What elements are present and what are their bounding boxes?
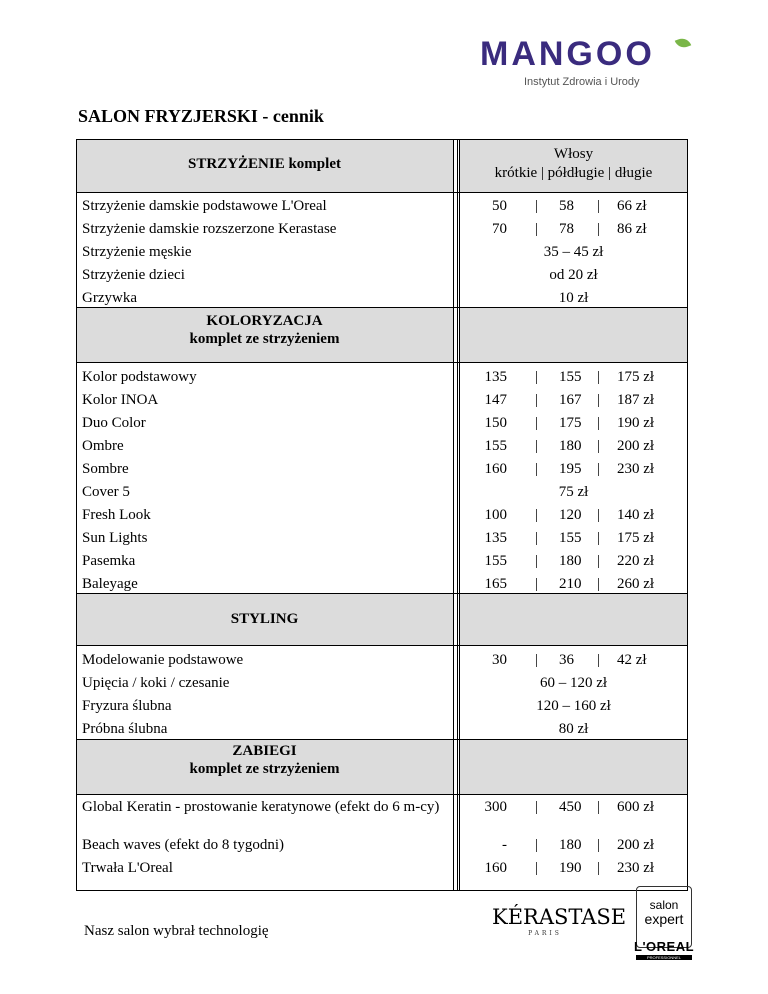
price-range: 120 – 160 zł <box>536 698 611 714</box>
price-separator: | <box>597 837 601 853</box>
price-medium: 155 <box>559 369 582 385</box>
price-long: 600 zł <box>617 799 655 815</box>
price-range: 80 zł <box>558 721 589 737</box>
service-name: Grzywka <box>82 290 137 306</box>
salon-word: salon <box>649 898 679 912</box>
price-short: - <box>502 837 507 853</box>
service-price <box>459 798 688 816</box>
price-separator: | <box>535 530 539 546</box>
price-table <box>76 139 688 891</box>
price-long: 220 zł <box>617 553 655 569</box>
price-medium: 450 <box>559 799 582 815</box>
service-name: Próbna ślubna <box>82 721 168 737</box>
price-separator: | <box>597 198 601 214</box>
price-range: 35 – 45 zł <box>543 244 604 260</box>
footer-note: Nasz salon wybrał technologię <box>84 923 269 939</box>
kerastase-logo <box>492 904 627 938</box>
price-long: 86 zł <box>617 221 647 237</box>
service-name: Sombre <box>82 461 129 477</box>
price-medium: 180 <box>559 837 582 853</box>
logo-word: MANGOO <box>480 35 655 73</box>
price-long: 230 zł <box>617 860 655 876</box>
zabiegi-bg-right <box>459 739 688 794</box>
price-medium: 210 <box>559 576 582 592</box>
price-range: 75 zł <box>558 484 589 500</box>
service-price <box>459 437 688 455</box>
price-medium: 180 <box>559 553 582 569</box>
service-name: Pasemka <box>82 553 136 569</box>
price-separator: | <box>597 553 601 569</box>
service-name: Ombre <box>82 438 124 454</box>
price-long: 175 zł <box>617 369 655 385</box>
hair-label: Włosy <box>553 146 594 162</box>
price-separator: | <box>597 221 601 237</box>
service-price <box>459 460 688 478</box>
service-name: Sun Lights <box>82 530 148 546</box>
mangoo-logo <box>480 34 692 94</box>
service-name: Strzyżenie damskie podstawowe L'Oreal <box>82 198 327 214</box>
price-medium: 58 <box>559 198 574 214</box>
service-price <box>459 243 688 261</box>
price-short: 100 <box>484 507 507 523</box>
price-medium: 195 <box>559 461 582 477</box>
page-title: SALON FRYZJERSKI - cennik <box>78 106 324 126</box>
price-separator: | <box>597 392 601 408</box>
service-price <box>459 674 688 692</box>
price-long: 190 zł <box>617 415 655 431</box>
price-long: 260 zł <box>617 576 655 592</box>
price-separator: | <box>535 799 539 815</box>
service-name: Fresh Look <box>82 507 151 523</box>
service-name: Fryzura ślubna <box>82 698 172 714</box>
section-subtitle-koloryzacja: komplet ze strzyżeniem <box>189 331 340 347</box>
service-price <box>459 529 688 547</box>
service-price <box>459 836 688 854</box>
service-name: Baleyage <box>82 576 138 592</box>
price-separator: | <box>597 576 601 592</box>
price-short: 300 <box>484 799 507 815</box>
price-medium: 180 <box>559 438 582 454</box>
hair-lengths-label: krótkie | półdługie | długie <box>494 165 653 181</box>
price-long: 140 zł <box>617 507 655 523</box>
service-name: Strzyżenie damskie rozszerzone Kerastase <box>82 221 337 237</box>
price-separator: | <box>535 369 539 385</box>
section-title-strzyzenie: STRZYŻENIE komplet <box>188 156 341 172</box>
price-separator: | <box>535 576 539 592</box>
price-short: 50 <box>492 198 507 214</box>
price-separator: | <box>597 415 601 431</box>
service-price <box>459 506 688 524</box>
price-short: 155 <box>484 553 507 569</box>
price-separator: | <box>535 553 539 569</box>
price-separator: | <box>535 860 539 876</box>
price-separator: | <box>535 461 539 477</box>
price-short: 160 <box>484 461 507 477</box>
price-long: 200 zł <box>617 438 655 454</box>
price-range: 60 – 120 zł <box>539 675 608 691</box>
service-price <box>459 289 688 307</box>
service-name: Duo Color <box>82 415 146 431</box>
price-separator: | <box>535 837 539 853</box>
service-price <box>459 720 688 738</box>
service-price <box>459 220 688 238</box>
price-separator: | <box>597 652 601 668</box>
service-name: Cover 5 <box>82 484 130 500</box>
service-price <box>459 575 688 593</box>
service-price <box>459 197 688 215</box>
price-separator: | <box>597 530 601 546</box>
price-long: 187 zł <box>617 392 655 408</box>
price-separator: | <box>597 507 601 523</box>
price-medium: 120 <box>559 507 582 523</box>
expert-word: expert <box>644 911 684 927</box>
price-medium: 175 <box>559 415 582 431</box>
price-short: 160 <box>484 860 507 876</box>
service-price <box>459 651 688 669</box>
price-medium: 167 <box>559 392 582 408</box>
section-title-styling: STYLING <box>230 611 299 627</box>
service-name: Strzyżenie męskie <box>82 244 192 260</box>
service-price <box>459 859 688 877</box>
service-price <box>459 368 688 386</box>
service-name: Kolor INOA <box>82 392 159 408</box>
price-separator: | <box>597 461 601 477</box>
price-separator: | <box>535 438 539 454</box>
leaf-icon <box>675 36 692 50</box>
price-separator: | <box>535 198 539 214</box>
service-name: Kolor podstawowy <box>82 369 197 385</box>
kerastase-word: KÉRASTASE <box>492 905 627 929</box>
loreal-logo <box>634 940 694 960</box>
price-long: 42 zł <box>617 652 647 668</box>
price-separator: | <box>535 652 539 668</box>
service-price <box>459 414 688 432</box>
service-price <box>459 697 688 715</box>
price-long: 66 zł <box>617 198 647 214</box>
price-medium: 36 <box>559 652 574 668</box>
price-separator: | <box>535 507 539 523</box>
price-short: 147 <box>484 392 507 408</box>
price-short: 30 <box>492 652 507 668</box>
loreal-sub: PROFESSIONNEL <box>646 955 681 960</box>
price-short: 135 <box>484 369 507 385</box>
section-title-koloryzacja: KOLORYZACJA <box>206 313 323 329</box>
price-medium: 190 <box>559 860 582 876</box>
koloryzacja-bg-right <box>459 307 688 362</box>
price-medium: 78 <box>559 221 574 237</box>
service-name: Beach waves (efekt do 8 tygodni) <box>82 837 285 853</box>
service-price <box>459 266 688 284</box>
service-price <box>459 391 688 409</box>
service-price <box>459 483 688 501</box>
section-title-zabiegi: ZABIEGI <box>232 743 297 759</box>
price-short: 135 <box>484 530 507 546</box>
service-name: Upięcia / koki / czesanie <box>82 675 230 691</box>
price-short: 155 <box>484 438 507 454</box>
price-long: 230 zł <box>617 461 655 477</box>
price-long: 175 zł <box>617 530 655 546</box>
loreal-word: L'OREAL <box>634 939 695 954</box>
price-separator: | <box>535 415 539 431</box>
price-medium: 155 <box>559 530 582 546</box>
loreal-bar <box>636 955 692 960</box>
price-separator: | <box>597 438 601 454</box>
price-range: od 20 zł <box>549 267 598 283</box>
service-name: Strzyżenie dzieci <box>82 267 185 283</box>
kerastase-sub: PARIS <box>528 930 562 937</box>
price-separator: | <box>535 221 539 237</box>
price-separator: | <box>597 799 601 815</box>
price-short: 150 <box>484 415 507 431</box>
price-separator: | <box>535 392 539 408</box>
price-separator: | <box>597 860 601 876</box>
logo-subtitle: Instytut Zdrowia i Urody <box>524 76 640 88</box>
price-short: 70 <box>492 221 507 237</box>
service-name: Modelowanie podstawowe <box>82 652 244 668</box>
price-range: 10 zł <box>558 290 589 306</box>
service-name: Trwała L'Oreal <box>82 860 173 876</box>
price-short: 165 <box>484 576 507 592</box>
service-price <box>459 552 688 570</box>
price-long: 200 zł <box>617 837 655 853</box>
service-name: Global Keratin - prostowanie keratynowe (efekt do 6 m-cy) <box>82 799 440 815</box>
styling-bg-right <box>459 593 688 645</box>
price-separator: | <box>597 369 601 385</box>
section-subtitle-zabiegi: komplet ze strzyżeniem <box>189 761 340 777</box>
